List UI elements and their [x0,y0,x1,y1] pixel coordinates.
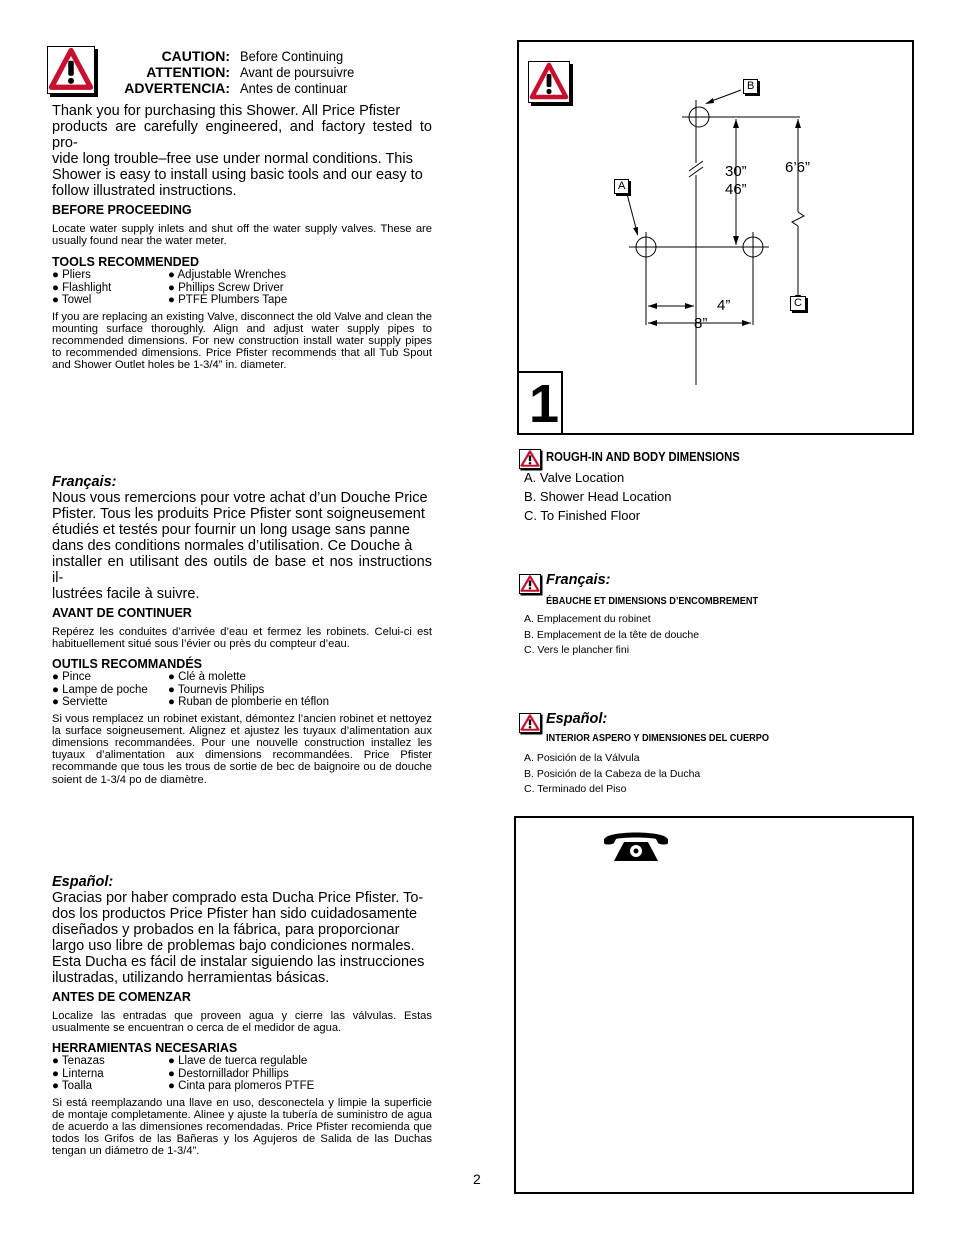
intro-line: products are carefully engineered, and factory tested to pro- [52,119,432,151]
spanish-heading: Español: [52,874,114,890]
tools-heading: TOOLS RECOMMENDED [52,255,199,270]
intro-line: largo uso libre de problemas bajo condiciones normales. [52,938,415,954]
tool-item: ● Adjustable Wrenches [168,269,286,282]
rough-in-legend [524,468,671,525]
french-roughin-lang: Français: [546,572,611,588]
tools-list [52,269,432,306]
french-roughin-heading: ÉBAUCHE ET DIMENSIONS D’ENCOMBREMENT [546,596,759,607]
dim-6-6: 6’6” [785,159,811,176]
intro-line: Nous vous remercions pour votre achat d’un Douche Price [52,490,428,506]
antes-heading: ANTES DE COMENZAR [52,990,191,1004]
tool-item: ● Llave de tuerca regulable [168,1055,308,1068]
tool-item: ● Tenazas [52,1055,105,1068]
warning-icon [519,449,541,469]
tool-item: ● Linterna [52,1067,104,1080]
english-section [52,103,432,372]
step-number: 1 [529,374,560,434]
caution-block [102,48,364,96]
spanish-roughin-legend [524,751,700,798]
intro-line: Gracias por haber comprado esta Ducha Price Pfister. To- [52,890,424,906]
legend-item: C. Vers le plancher fini [524,644,630,656]
label-c: C [790,296,806,311]
advertencia-label: ADVERTENCIA: [124,80,230,96]
outils-list [52,671,432,708]
tool-item: ● Phillips Screw Driver [168,281,284,294]
attention-value: Avant de poursuivre [240,64,355,80]
intro-line: follow illustrated instructions. [52,183,237,199]
french-heading: Français: [52,474,117,490]
spanish-roughin-lang: Español: [546,711,608,727]
french-section [52,474,432,786]
spanish-intro [52,890,432,986]
figure-warning-icon [528,61,570,103]
legend-item: C. To Finished Floor [524,508,641,523]
label-b: B [743,79,758,94]
dim-46: 46” [725,181,747,198]
herramientas-heading: HERRAMIENTAS NECESARIAS [52,1041,238,1056]
intro-line: ilustradas, utilizando herramientas básicas. [52,970,330,986]
caution-value: Before Continuing [240,48,344,64]
french-roughin-legend [524,612,699,659]
tool-item: ● Pliers [52,269,91,282]
herramientas-list [52,1055,432,1092]
legend-item: B. Posición de la Cabeza de la Ducha [524,767,701,780]
intro-line: Esta Ducha es fácil de instalar siguiendo las instrucciones [52,954,425,970]
rough-in-diagram [519,42,912,433]
intro-line: Thank you for purchasing this Shower. All Price Pfister [52,103,401,119]
legend-item: B. Shower Head Location [524,489,672,504]
tool-item: ● Pince [52,671,91,684]
intro-line: Shower is easy to install using basic tools and our easy to [52,167,423,183]
tool-item: ● Lampe de poche [52,683,148,696]
caution-label: CAUTION: [161,48,230,64]
legend-item: A. Emplacement du robinet [524,613,651,625]
tool-item: ● Serviette [52,696,108,709]
outils-heading: OUTILS RECOMMANDÉS [52,657,202,672]
tool-item: ● Ruban de plomberie en téflon [168,696,330,709]
english-intro [52,103,432,199]
rough-in-heading: ROUGH-IN AND BODY DIMENSIONS [546,450,740,464]
tool-item: ● Cinta para plomeros PTFE [168,1080,315,1093]
intro-line: lustrées facile à suivre. [52,586,200,602]
warning-icon [519,713,541,733]
contact-box [514,816,914,1194]
advertencia-value: Antes de continuar [240,80,348,96]
telephone-icon [602,826,670,864]
tool-item: ● Toalla [52,1080,92,1093]
spanish-section [52,874,432,1158]
intro-line: étudiés et testés pour fournir un long usage sans panne [52,522,410,538]
remplacer-text: Si vous remplacez un robinet existant, démontez l’ancien robinet et nettoyez la surface soigneusement. Alignez et ajustez les tuyaux d’alimentation aux dimensions recommandées. Pour une nouvelle construction installez les tuyaux d’alimentation aux dimensions recommandées. Price Pfister recommande que tous les trous de sortie de bec de baignoire ou de douche soient de 1-3/4 po de diamètre. [52,712,432,786]
label-a: A [614,179,629,194]
avant-heading: AVANT DE CONTINUER [52,606,192,620]
tool-item: ● PTFE Plumbers Tape [168,294,288,307]
warning-icon [47,46,95,94]
intro-line: dans des conditions normales d’utilisation. Ce Douche à [52,538,413,554]
avant-text: Repérez les conduites d’arrivée d’eau et fermez les robinets. Celui-ci est habituellement situé sous l’évier ou près du compteur d’eau. [52,626,432,651]
intro-line: dos los productos Price Pfister han sido cuidadosamente [52,906,418,922]
intro-line: diseñados y probados en la fábrica, para proporcionar [52,922,400,938]
spanish-roughin-heading: INTERIOR ASPERO Y DIMENSIONES DEL CUERPO [546,733,770,744]
replace-text: If you are replacing an existing Valve, disconnect the old Valve and clean the mounting surface thoroughly. Align and adjust water supply pipes to recommended dimensions. For new construction install water supply pipes to recommended dimensions. Price Pfister recommends that all Tub Spout and Shower Outlet holes be 1-3/4” in. diameter. [52,310,432,372]
before-proceeding-text: Locate water supply inlets and shut off the water supply valves. These are usually found near the water meter. [52,223,432,248]
reemplazar-text: Si está reemplazando una llave en uso, desconectela y limpie la superficie de montaje completamente. Alinee y ajuste la tubería de suministro de agua de acuerdo a las dimensiones recomendadas. Price Pfister recomienda que todos los Grifos de las Bañeras y los Agujeros de Salida de las Duchas tengan un diámetro de 1-3/4”. [52,1096,432,1158]
tool-item: ● Flashlight [52,281,112,294]
tool-item: ● Towel [52,294,92,307]
before-proceeding-heading: BEFORE PROCEEDING [52,203,192,217]
tool-item: ● Destornillador Phillips [168,1067,289,1080]
legend-item: A. Valve Location [524,470,625,485]
figure-1-box [517,40,914,435]
page-number: 2 [473,1171,481,1187]
dim-8: 8” [694,315,708,332]
legend-item: B. Emplacement de la tête de douche [524,628,700,641]
intro-line: vide long trouble–free use under normal conditions. This [52,151,413,167]
french-intro [52,490,432,602]
tool-item: ● Tournevis Philips [168,683,265,696]
intro-line: Pfister. Tous les produits Price Pfister sont soigneusement [52,506,425,522]
tool-item: ● Clé à molette [168,671,246,684]
legend-item: A. Posición de la Válvula [524,752,640,764]
attention-label: ATTENTION: [146,64,230,80]
warning-icon [519,574,541,594]
antes-text: Localize las entradas que proveen agua y cierre las válvulas. Estas usualmente se encuentran o cerca de el medidor de agua. [52,1010,432,1035]
legend-item: C. Terminado del Piso [524,783,627,795]
dim-4: 4” [717,297,731,314]
dim-30: 30” [725,163,747,180]
intro-line: installer en utilisant des outils de base et nos instructions il- [52,554,432,586]
